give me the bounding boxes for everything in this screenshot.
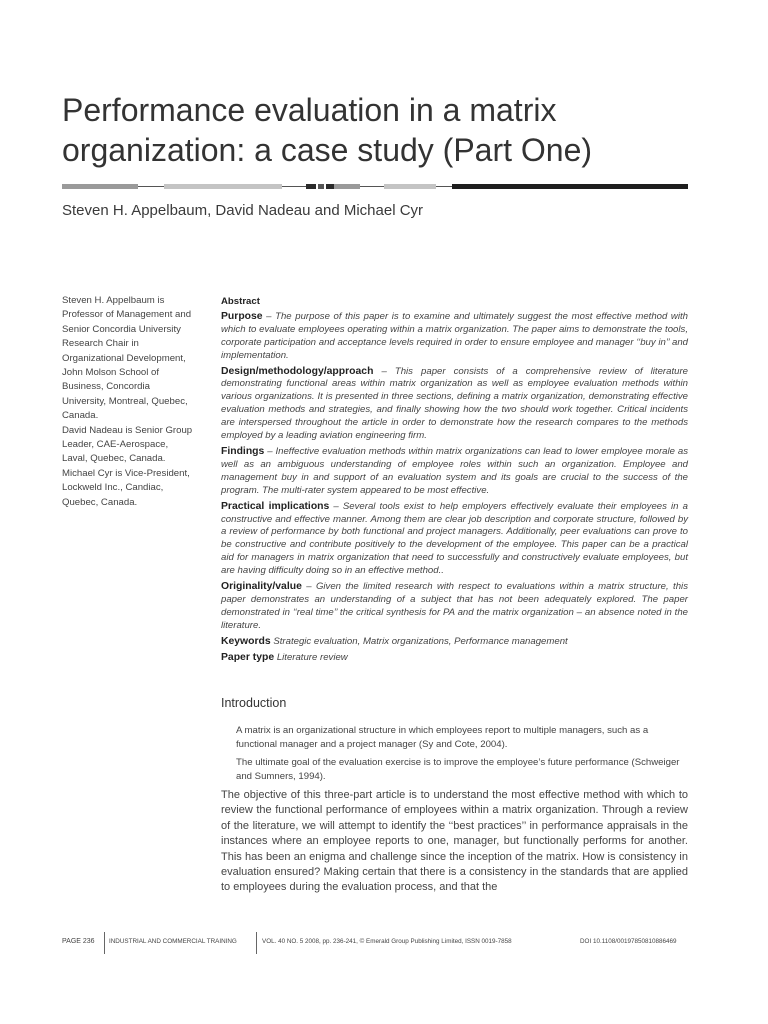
abstract-practical: [221, 501, 688, 578]
quote: A matrix is an organizational structure in which employees report to multiple managers, such as a functional manager and a project manager (Sy and Cote, 2004).: [236, 725, 649, 750]
abstract-purpose: [221, 311, 688, 363]
bio-appelbaum: Steven H. Appelbaum is Professor of Management and Senior Concordia University Research Chair in Organizational Development, John Molson School of Business, Concordia University, Montreal, Quebec, Canada.: [62, 295, 192, 422]
epigraph-quotes: [236, 724, 686, 788]
rule-segment: [306, 184, 316, 189]
rule-segment: [318, 184, 324, 189]
journal-name: INDUSTRIAL AND COMMERCIAL TRAINING: [109, 938, 237, 945]
section-text: – Given the limited research with respect to evaluations within a matrix structure, this paper demonstrates an understanding of a subject that has not been adequately explored. The paper demonstrated in ‘‘real time’’ the critical synthesis for PA and the matrix organization – an absence noted in the literature.: [221, 581, 688, 631]
rule-segment: [138, 186, 164, 187]
section-text: – Several tools exist to help employers effectively evaluate their employees in a constructive and effective manner. Among them are clear job description and corporate structure, followed by a review of performance by both functional and project managers. Additionally, peer evaluations can prove to be constructive and contribute positively to the development of the employee. This paper can be a practical aid for managers in matrix organization that need to successfully and constructively evaluate employees, but are having difficulty doing so in an effective method..: [221, 500, 688, 577]
abstract: [221, 296, 688, 667]
rule-segment: [326, 184, 334, 189]
paper-type: [221, 652, 688, 665]
keywords: [221, 636, 688, 649]
introduction-body: [221, 788, 688, 896]
volume-info: VOL. 40 NO. 5 2008, pp. 236-241, © Emerald Group Publishing Limited, ISSN 0019-7858: [262, 938, 512, 945]
section-label: Purpose: [221, 310, 263, 322]
rule-segment: [360, 186, 384, 187]
quote: The ultimate goal of the evaluation exercise is to improve the employee’s future performance (Schweiger and Sumners, 1994).: [236, 757, 680, 782]
author-line: Steven H. Appelbaum, David Nadeau and Michael Cyr: [62, 202, 424, 219]
abstract-design: [221, 366, 688, 443]
rule-segment: [452, 184, 688, 189]
decorative-rule: [62, 184, 688, 190]
paper-type-label: Paper type: [221, 651, 275, 663]
keywords-label: Keywords: [221, 635, 271, 647]
section-text: – The purpose of this paper is to examine and ultimately suggest the most effective method with which to evaluate employees operating within a matrix organization. The paper aims to demonstrate the tools, corporate participation and acceptance levels required in order to ensure employee and manager ‘‘buy in’’ and implementation.: [221, 310, 688, 361]
footer-divider: [104, 932, 105, 954]
rule-segment: [436, 186, 452, 187]
rule-segment: [384, 184, 436, 189]
author-bios: [62, 294, 194, 510]
page-number: PAGE 236: [62, 938, 95, 945]
bio-cyr: Michael Cyr is Vice-President, Lockweld Inc., Candiac, Quebec, Canada.: [62, 467, 190, 508]
section-label: Originality/value: [221, 581, 302, 593]
section-label: Practical implications: [221, 500, 330, 512]
body-paragraph: The objective of this three-part article is to understand the most effective method with which to review the functional performance of employees within a matrix organization. Through a review of the literature, we will attempt to identify the ‘‘best practices’’ in performance appraisals in the instances where an employee reports to one, manager, but functionally performs for another. This has been an enigma and challenge since the inception of the matrix. How is consistency in evaluation ensured? Making certain that there is a consistency in the standards that are applied to employees during the evaluation process, and that the: [221, 789, 688, 894]
abstract-findings: [221, 446, 688, 498]
section-label: Design/methodology/approach: [221, 365, 374, 377]
section-label: Findings: [221, 445, 265, 457]
page-footer: [62, 932, 688, 952]
rule-segment: [62, 184, 138, 189]
keywords-text: Strategic evaluation, Matrix organizations, Performance management: [273, 635, 568, 647]
abstract-heading: Abstract: [221, 296, 260, 307]
section-text: – This paper consists of a comprehensive review of literature demonstrating functional areas within matrix organization as well as employee evaluation methods within various organizations. It is presented in three sections, defining a matrix organization, demonstrating effective evaluation methods and strategies, and finally showing how the two should work together. Critical incidents are interspersed throughout the article in order to demonstrate how the research compares to the methods employed by a leading aviation engineering firm.: [221, 365, 688, 442]
rule-segment: [334, 184, 360, 189]
abstract-originality: [221, 581, 688, 633]
doi: DOI 10.1108/00197850810886469: [580, 938, 677, 945]
introduction-heading: Introduction: [221, 696, 287, 710]
article-title: Performance evaluation in a matrix organization: a case study (Part One): [62, 92, 593, 168]
bio-nadeau: David Nadeau is Senior Group Leader, CAE-Aerospace, Laval, Quebec, Canada.: [62, 424, 193, 465]
footer-divider: [256, 932, 257, 954]
section-text: – Ineffective evaluation methods within matrix organizations can lead to lower employee morale as well as an ambiguous understanding of employee roles within such an organization. Employee and management buy in and support of an evaluation system and its goals are crucial to the success of the program. The multi-rater system appeared to be most effective.: [221, 445, 688, 496]
paper-type-text: Literature review: [276, 651, 348, 663]
rule-segment: [282, 186, 306, 187]
rule-segment: [164, 184, 282, 189]
